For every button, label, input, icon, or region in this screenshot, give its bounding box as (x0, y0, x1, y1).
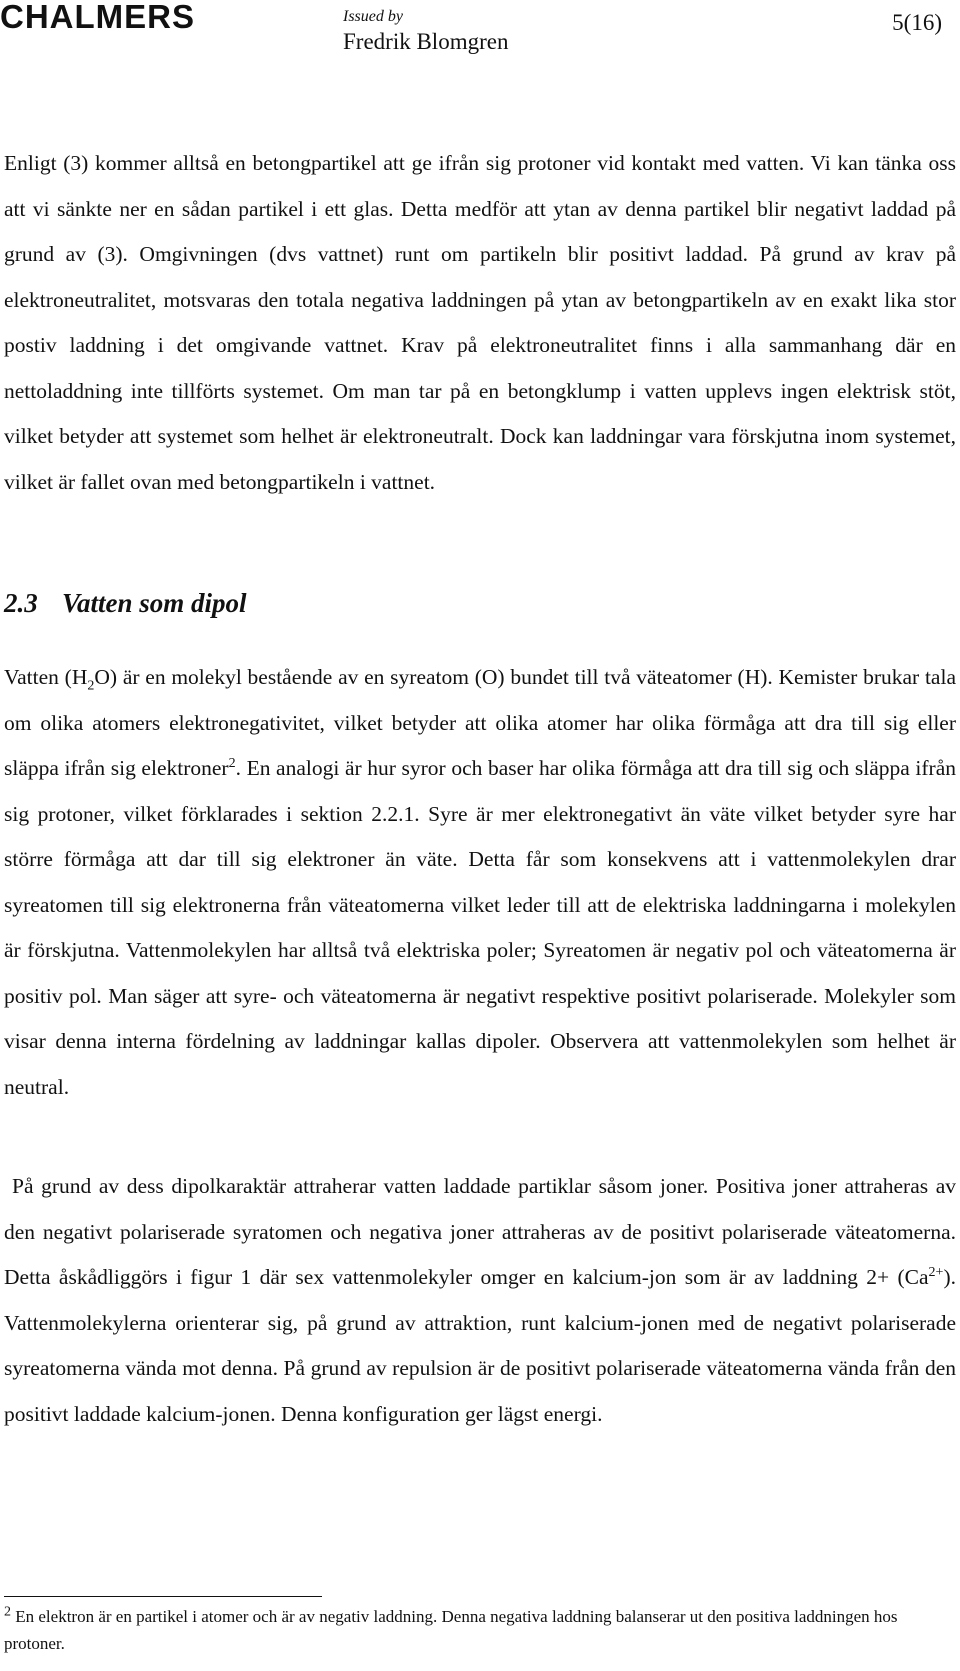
footnote-text: En elektron är en partikel i atomer och är av negativ laddning. Denna negativa laddning balanserar ut den positiva laddningen hos protoner. (4, 1607, 898, 1653)
text-run: ). Vattenmolekylerna orienterar sig, på grund av attraktion, runt kalcium-jonen med de negativt polariserade syreatomerna vända mot denna. På grund av repulsion är de positivt polariserade väteatomerna vända från den positivt laddade kalcium-jonen. Denna konfiguration ger lägst energi. (4, 1265, 956, 1426)
text-run: . En analogi är hur syror och baser har olika förmåga att dra till sig och släppa ifrån sig protoner, vilket förklarades i sektion 2.2.1. Syre är mer elektronegativt än väte vilket betyder syre har större förmåga att dar till sig elektroner än väte. Detta får som konsekvens att i vattenmolekylen drar syreatomen till sig elektronerna från väteatomerna vilket leder till att de elektriska laddningarna i molekylen är förskjutna. Vattenmolekylen har alltså två elektriska poler; Syreatomen är negativ pol och väteatomerna är positiv pol. Man säger att syre- och väteatomerna är negativt respektive positivt polariserade. Molekyler som visar denna interna fördelning av laddningar kallas dipoler. Observera att vattenmolekylen som helhet är neutral. (4, 756, 956, 1099)
text-run: Vatten (H (4, 665, 88, 689)
paragraph-betongpartikel: Enligt (3) kommer alltså en betongpartikel att ge ifrån sig protoner vid kontakt med vatten. Vi kan tänka oss att vi sänkte ner en sådan partikel i ett glas. Detta medför att ytan av denna partikel blir negativt laddad på grund av (3). Omgivningen (dvs vattnet) runt om partikeln blir positivt laddad. På grund av krav på elektroneutralitet, motsvaras den totala negativa laddningen på ytan av betongpartikeln av en exakt lika stor postiv laddning i det omgivande vattnet. Krav på elektroneutralitet finns i alla sammanhang där en nettoladdning inte tillförts systemet. Om man tar på en betongklump i vatten upplevs ingen elektrisk stöt, vilket betyder att systemet som helhet är elektroneutralt. Dock kan laddningar vara förskjutna inom systemet, vilket är fallet ovan med betongpartikeln i vattnet. (4, 151, 956, 494)
footnote (4, 1603, 956, 1657)
subscript-2: 2 (87, 678, 95, 694)
footnote-divider (4, 1596, 322, 1597)
superscript-charge: 2+ (928, 1264, 944, 1280)
page-number: 5(16) (892, 10, 942, 35)
footnote-marker: 2 (4, 1604, 11, 1620)
section-number: 2.3 (4, 588, 38, 618)
text-run: O) är en molekyl bestående av en syreatom (O) bundet till två väteatomer (H). Kemister brukar tala om olika atomers elektronegativitet, vilket betyder att olika atomer har olika förmåga att dra till sig eller släppa ifrån sig elektroner (4, 665, 956, 780)
footnote-ref[interactable]: 2 (228, 755, 236, 771)
paragraph-vatten-dipol (4, 655, 956, 1110)
chalmers-logo: CHALMERS (0, 0, 195, 35)
section-heading (4, 588, 247, 619)
text-run: På grund av dess dipolkaraktär attraherar vatten laddade partiklar såsom joner. Positiva joner attraheras av den negativt polariserade syratomen och negativa joner attraheras av de positivt polariserade väteatomerna. Detta åskådliggörs i figur 1 där sex vattenmolekyler omger en kalcium-jon som är av laddning 2+ (Ca (4, 1174, 956, 1289)
author-name: Fredrik Blomgren (343, 29, 509, 54)
paragraph-joner (4, 1164, 956, 1437)
section-title: Vatten som dipol (62, 588, 247, 618)
issued-by-label: Issued by (343, 8, 403, 25)
